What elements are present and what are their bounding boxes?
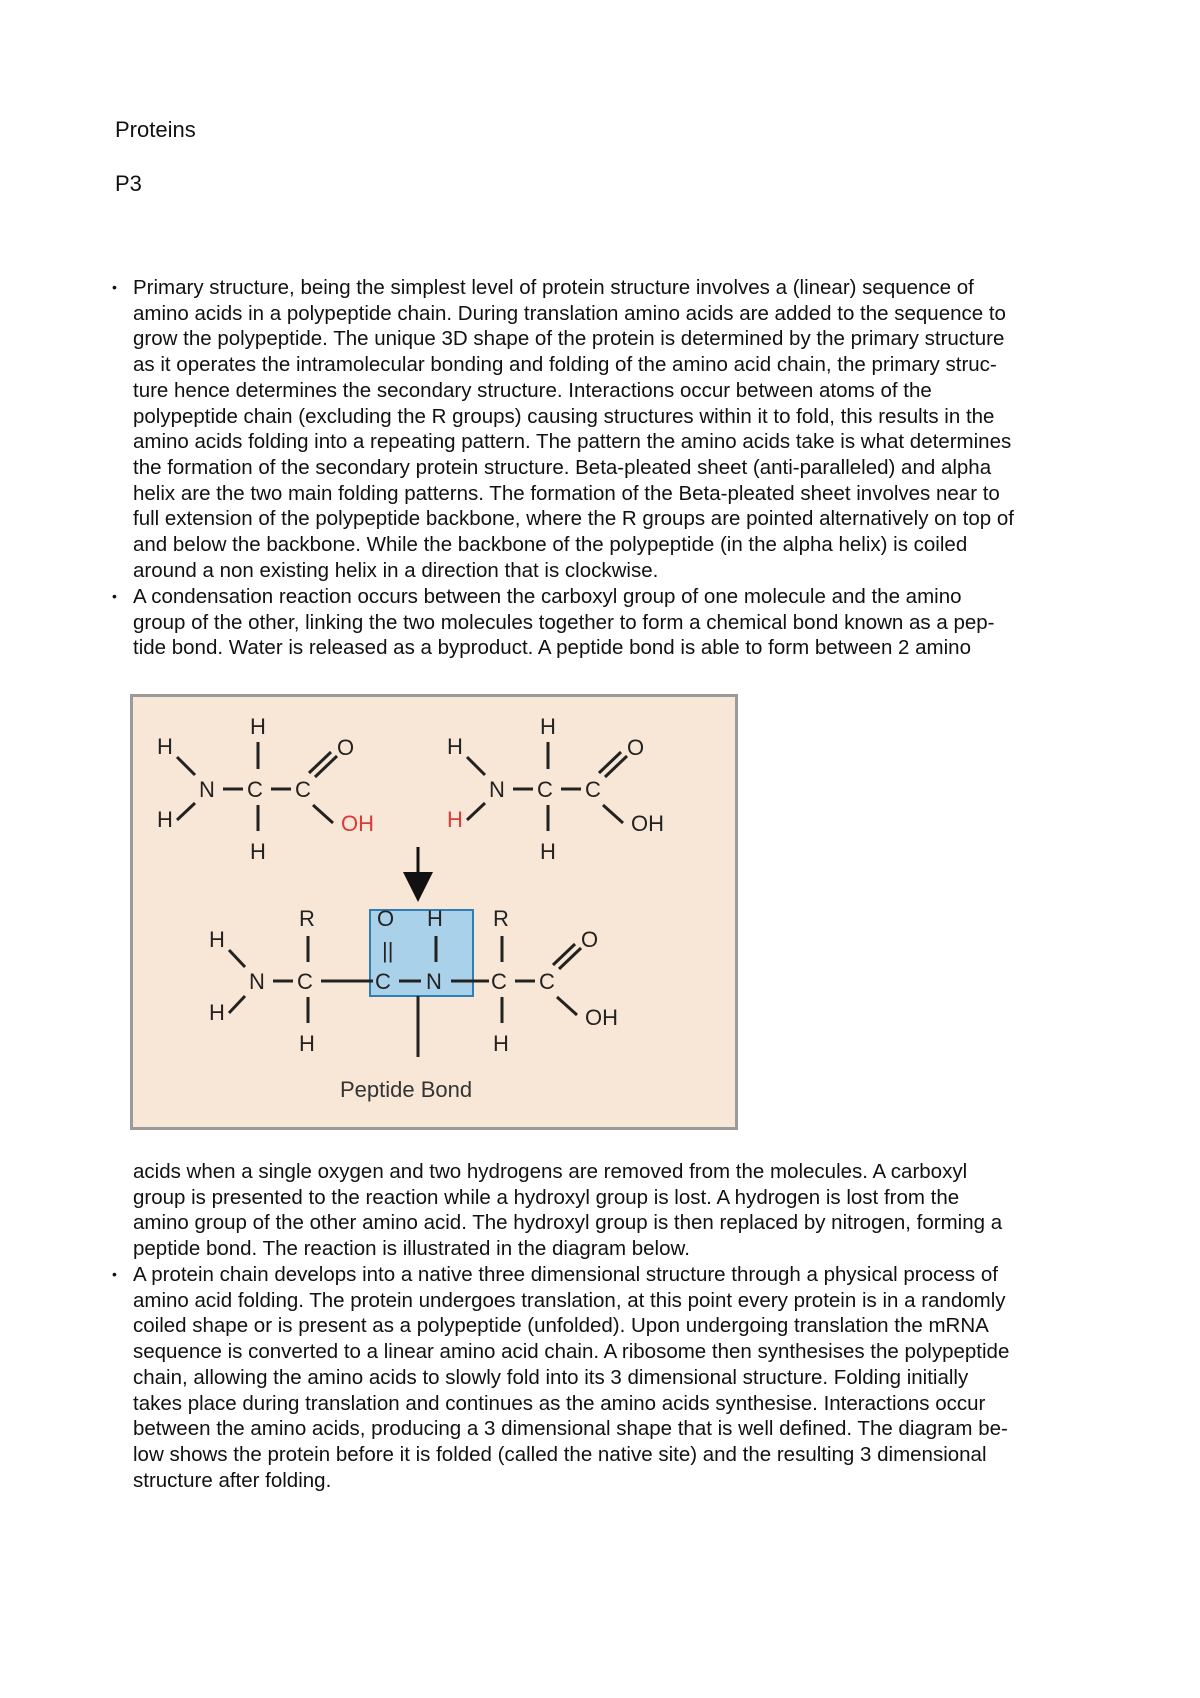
peptide-bond-diagram <box>130 694 738 1130</box>
svg-text:N: N <box>199 777 215 802</box>
svg-text:O: O <box>581 927 599 952</box>
svg-text:H: H <box>157 807 173 832</box>
svg-text:C: C <box>247 777 263 802</box>
svg-text:C: C <box>537 777 553 802</box>
bullet-marker: • <box>112 279 117 295</box>
svg-text:R: R <box>493 906 509 931</box>
svg-text:H: H <box>250 839 266 864</box>
svg-text:H: H <box>209 1000 225 1025</box>
svg-text:N: N <box>426 969 442 994</box>
svg-text:H: H <box>493 1031 509 1056</box>
bullet-marker: • <box>112 1266 117 1282</box>
page-subtitle: P3 <box>115 171 142 196</box>
svg-text:OH: OH <box>341 811 374 836</box>
svg-text:H: H <box>250 714 266 739</box>
svg-text:H: H <box>299 1031 315 1056</box>
svg-text:H: H <box>209 927 225 952</box>
svg-text:C: C <box>297 969 313 994</box>
bullet-marker: • <box>112 588 117 604</box>
svg-text:C: C <box>295 777 311 802</box>
svg-text:OH: OH <box>585 1005 618 1030</box>
paragraph-primary-structure: Primary structure, being the simplest level of protein structure involves a (linear) sequence of amino acids in a polypeptide chain. During translation amino acids are added to the sequence to grow the polypeptide. The unique 3D shape of the protein is determined by the primary structure as it operates the intramolecular bonding and folding of the amino acid chain, the primary struc- ture hence determines the secondary structure. Interactions occur between atoms of the polypeptide chain (excluding the R groups) causing structures within it to fold, this results in the amino acids folding into a repeating pattern. The pattern the amino acids take is what determines the formation of the secondary protein structure. Beta-pleated sheet (anti-paralleled) and alpha helix are the two main folding patterns. The formation of the Beta-pleated sheet involves near to full extension of the polypeptide backbone, where the R groups are pointed alternatively on top of and below the backbone. While the backbone of the polypeptide (in the alpha helix) is coiled around a non existing helix in a direction that is clockwise. <box>133 276 1014 582</box>
svg-text:H: H <box>427 906 443 931</box>
paragraph-condensation-continued: acids when a single oxygen and two hydrogens are removed from the molecules. A carboxyl group is presented to the reaction while a hydroxyl group is lost. A hydrogen is lost from the amino group of the other amino acid. The hydroxyl group is then replaced by nitrogen, forming a peptide bond. The reaction is illustrated in the diagram below. <box>133 1160 1003 1261</box>
svg-text:O: O <box>627 735 645 760</box>
figure-caption: Peptide Bond <box>340 1077 473 1102</box>
page-title: Proteins <box>115 117 196 142</box>
svg-text:O: O <box>337 735 355 760</box>
svg-text:C: C <box>375 969 391 994</box>
svg-text:H: H <box>540 839 556 864</box>
svg-text:N: N <box>249 969 265 994</box>
svg-text:C: C <box>539 969 555 994</box>
svg-text:O: O <box>377 906 395 931</box>
svg-text:H: H <box>157 734 173 759</box>
svg-text:H: H <box>447 734 463 759</box>
svg-text:H: H <box>447 807 463 832</box>
svg-text:N: N <box>489 777 505 802</box>
amino-acid-2 <box>447 714 664 864</box>
svg-text:C: C <box>585 777 601 802</box>
svg-text:R: R <box>299 906 315 931</box>
svg-text:C: C <box>491 969 507 994</box>
amino-acid-1 <box>157 714 374 864</box>
svg-text:||: || <box>382 938 394 963</box>
svg-text:OH: OH <box>631 811 664 836</box>
svg-text:H: H <box>540 714 556 739</box>
paragraph-condensation-reaction: A condensation reaction occurs between the carboxyl group of one molecule and the amino group of the other, linking the two molecules together to form a chemical bond known as a pep- tide bond. Water is released as a byproduct. A peptide bond is able to form between 2 amino <box>133 585 995 660</box>
paragraph-protein-folding: A protein chain develops into a native three dimensional structure through a physical process of amino acid folding. The protein undergoes translation, at this point every protein is in a randomly coiled shape or is present as a polypeptide (unfolded). Upon undergoing translation the mRNA sequence is converted to a linear amino acid chain. A ribosome then synthesises the polypeptide chain, allowing the amino acids to slowly fold into its 3 dimensional structure. Folding initially takes place during translation and continues as the amino acids synthesise. Interactions occur between the amino acids, producing a 3 dimensional shape that is well defined. The diagram be- low shows the protein before it is folded (called the native site) and the resulting 3 dimensional structure after folding. <box>133 1263 1010 1492</box>
